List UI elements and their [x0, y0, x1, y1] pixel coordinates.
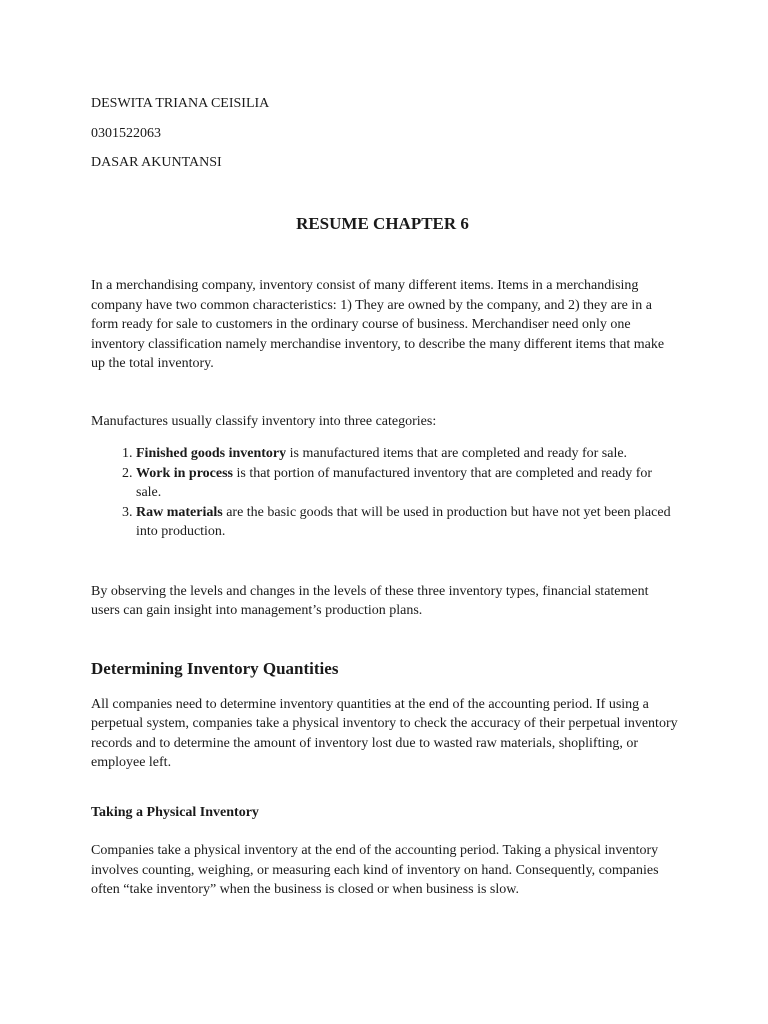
section-paragraph: All companies need to determine inventory quantities at the end of the accounting period. If using a perpetual system, companies take a physical inventory to check the accuracy of their perpetual inventory records and to determine the amount of inventory lost due to wasted raw materials, shoplifting, or employee left. — [91, 696, 678, 770]
category-text: are the basic goods that will be used in production but have not yet been placed into production. — [136, 504, 671, 539]
category-term: Raw materials — [136, 504, 223, 520]
student-id: 0301522063 — [91, 125, 161, 141]
author-name: DESWITA TRIANA CEISILIA — [91, 96, 270, 111]
manufactures-intro: Manufactures usually classify inventory into three categories: — [91, 413, 437, 429]
document-title: RESUME CHAPTER 6 — [296, 213, 469, 233]
list-item — [136, 503, 680, 542]
observing-paragraph: By observing the levels and changes in the levels of these three inventory types, financial statement users can gain insight into management’s production plans. — [91, 583, 649, 618]
list-item — [136, 444, 680, 464]
list-item — [136, 464, 680, 503]
course-name: DASAR AKUNTANSI — [91, 155, 222, 170]
section-heading: Determining Inventory Quantities — [91, 658, 339, 678]
subsection-paragraph: Companies take a physical inventory at the end of the accounting period. Taking a physical inventory involves counting, weighing, or measuring each kind of inventory on hand. Consequently, companies often “take inventory” when the business is closed or when business is slow. — [91, 843, 659, 897]
subsection-heading: Taking a Physical Inventory — [91, 804, 259, 820]
category-text: is manufactured items that are completed and ready for sale. — [286, 446, 628, 461]
category-text: is that portion of manufactured inventory that are completed and ready for sale. — [136, 465, 653, 500]
category-term: Work in process — [136, 465, 233, 481]
intro-paragraph: In a merchandising company, inventory consist of many different items. Items in a merchandising company have two common characteristics: 1) They are owned by the company, and 2) they are in a form ready for sale to customers in the ordinary course of business. Merchandiser need only one inventory classification namely merchandise inventory, to describe the many different items that make up the total inventory. — [91, 278, 665, 371]
category-term: Finished goods inventory — [136, 446, 287, 461]
inventory-categories-list — [91, 444, 680, 542]
